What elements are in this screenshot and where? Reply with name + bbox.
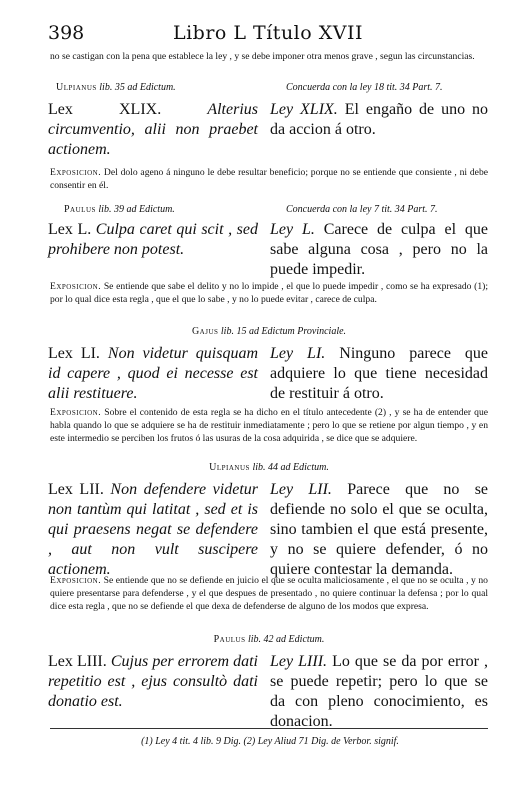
spanish-rule: [270, 220, 488, 280]
intro-paragraph: no se castigan con la pena que establece la ley , y se debe imponer otra menos grave , segun las circunstancias.: [50, 51, 475, 62]
footnote-rule: [50, 728, 488, 729]
page-number: 398: [48, 22, 85, 44]
spanish-rule: [270, 652, 488, 732]
page-header: [48, 22, 488, 46]
spanish-rule-text: Ninguno parece que adquiere lo que tiene necesidad de restituir á otro.: [270, 345, 489, 402]
spanish-rule-label: Ley LIII.: [270, 653, 328, 670]
exposicion-paragraph: Exposicion. Se entiende que sabe el delito y no lo impide , el que lo puede impedir , como se ha expresado (1); por lo qual dice esta regla , que el que lo sabe , y no lo puede evitar , carece de culpa.: [50, 281, 488, 305]
latin-rule: [48, 100, 258, 160]
spanish-rule-text: Lo que se da por error , se puede repetir; pero lo que se da con pleno conocimiento, es donacion.: [270, 653, 489, 730]
spanish-rule-label: Ley L.: [270, 221, 315, 238]
spanish-rule: [270, 480, 488, 580]
latin-rule-text: Culpa caret qui scit , sed prohibere non potest.: [48, 221, 259, 258]
spanish-rule-label: Ley LII.: [270, 481, 332, 498]
spanish-rule: [270, 344, 488, 404]
latin-rule-label: Lex LI.: [48, 345, 100, 362]
exposicion-paragraph: Exposicion. Sobre el contenido de esta regla se ha dicho en el título antecedente (2) , y se ha de entender que habla quando lo que se adquiere se ha de restituir inmediatamente ; pero lo que se retiene por algun tiempo , y en este intermedio se perciben los frutos ó las usuras de la cosa adquirida , se dice que se adquiere.: [50, 407, 488, 444]
latin-rule-label: Lex LII.: [48, 481, 104, 498]
spanish-rule: [270, 100, 488, 140]
exposicion-paragraph: Exposicion. Del dolo ageno á ninguno le debe resultar beneficio; porque no se entiende que consiente , ni debe consentir en él.: [50, 167, 488, 191]
exposicion-paragraph: Exposicion. Se entiende que no se defiende en juicio el que se oculta maliciosamente , el que no se oculta , y no quiere presentarse para defenderse , y el que despues de presentado , no quiere continuar la defensa ; por lo qual dice esta regla , que no se defiende el que dexa de defenderse de alguno de los modos que expresa.: [50, 575, 488, 612]
citation-center: Ulpianus lib. 44 ad Edictum.: [209, 462, 329, 473]
spanish-rule-label: Ley LI.: [270, 345, 326, 362]
latin-rule-text: Non videtur quisquam id capere , quod ei necesse est alii restituere.: [48, 345, 259, 402]
citation-left: Ulpianus lib. 35 ad Edictum.: [56, 82, 176, 93]
latin-rule-text: Non defendere videtur non tantùm qui latitat , sed et is qui praesens negat se defendere , aut non vult suscipere actionem.: [48, 481, 258, 578]
latin-rule: [48, 344, 258, 404]
citation-center: Paulus lib. 42 ad Edictum.: [213, 634, 325, 645]
latin-rule: [48, 220, 258, 260]
spanish-rule-text: Carece de culpa el que sabe alguna cosa , pero no la puede impedir.: [270, 221, 489, 278]
latin-rule: [48, 480, 258, 580]
citation-right: Concuerda con la ley 18 tit. 34 Part. 7.: [286, 82, 443, 93]
latin-rule-label: Lex L.: [48, 221, 92, 238]
citation-right: Concuerda con la ley 7 tit. 34 Part. 7.: [286, 204, 438, 215]
spanish-rule-text: Parece que no se defiende no solo el que se oculta, sino tambien el que está presente, y no se quiere defender, ó no quiere contestar la demanda.: [270, 481, 489, 578]
citation-center: Gajus lib. 15 ad Edictum Provinciale.: [191, 326, 347, 337]
latin-rule: [48, 652, 258, 712]
latin-rule-text: Alterius circumventio, alii non praebet actionem.: [48, 101, 258, 158]
citation-left: Paulus lib. 39 ad Edictum.: [64, 204, 175, 215]
latin-rule-label: Lex XLIX.: [48, 101, 162, 118]
running-title: Libro L Título XVII: [172, 22, 363, 44]
spanish-rule-label: Ley XLIX.: [270, 101, 338, 118]
spanish-rule-text: El engaño de uno no da accion á otro.: [270, 101, 489, 138]
footnotes: (1) Ley 4 tit. 4 lib. 9 Dig. (2) Ley Aliud 71 Dig. de Verbor. signif.: [141, 736, 399, 747]
latin-rule-text: Cujus per errorem dati repetitio est , ejus consultò dati donatio est.: [48, 653, 258, 710]
latin-rule-label: Lex LIII.: [48, 653, 107, 670]
